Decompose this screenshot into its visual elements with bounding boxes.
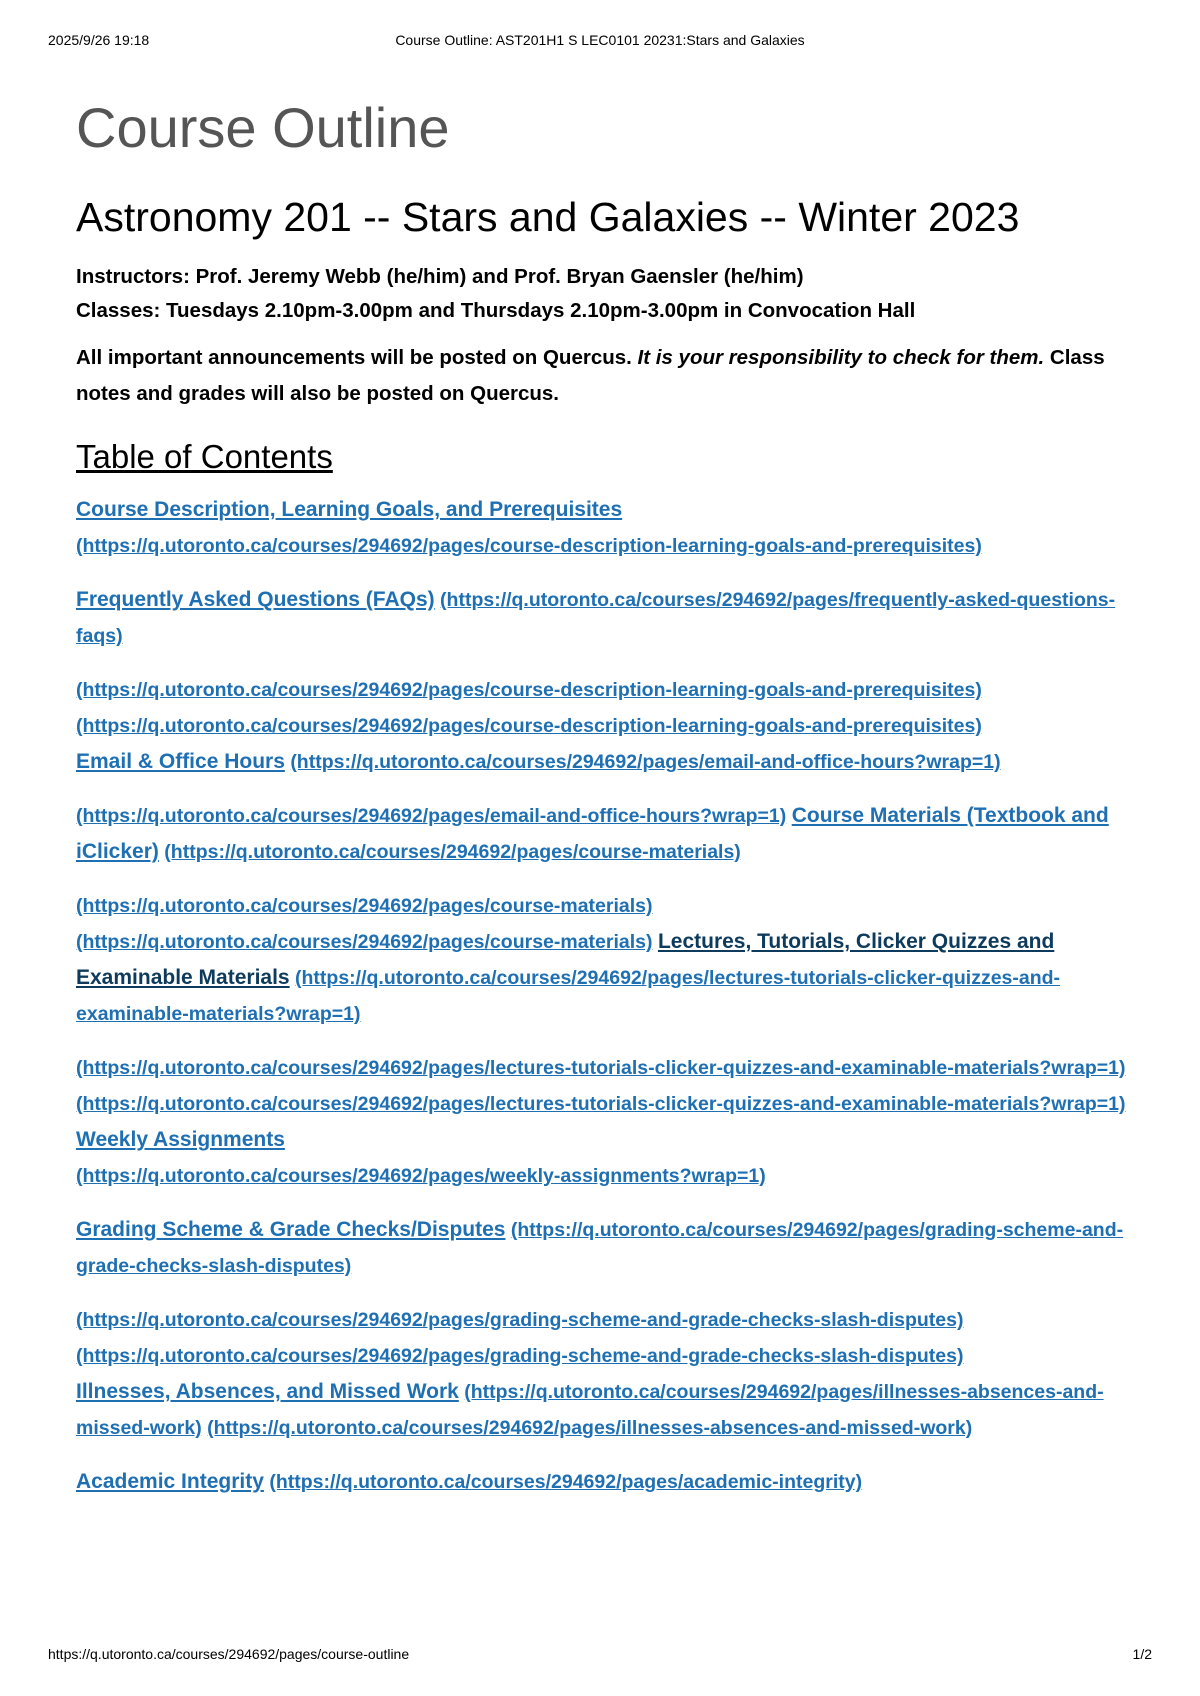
announcement-tail: Class notes and grades will also be posted on Quercus.: [76, 346, 1105, 405]
announcement-paragraph: [76, 340, 1136, 412]
toc-link-lectures-tutorials[interactable]: Lectures, Tutorials, Clicker Quizzes and Examinable Materials: [76, 930, 1055, 989]
toc-url-grading-scheme[interactable]: (https://q.utoronto.ca/courses/294692/pages/grading-scheme-and-grade-checks-slash-disputes): [76, 1219, 1124, 1277]
page-title: Course Outline: [76, 96, 450, 159]
toc-url-faqs[interactable]: (https://q.utoronto.ca/courses/294692/pages/frequently-asked-questions-faqs): [76, 589, 1116, 647]
print-footer: [48, 1646, 1152, 1666]
toc-link-grading-scheme[interactable]: Grading Scheme & Grade Checks/Disputes: [76, 1218, 506, 1241]
toc-entry-email-office-hours: [76, 672, 1136, 780]
toc-link-course-materials[interactable]: Course Materials (Textbook and iClicker): [76, 804, 1109, 863]
toc-url-grading-scheme-repeat[interactable]: (https://q.utoronto.ca/courses/294692/pages/grading-scheme-and-grade-checks-slash-disputes): [76, 1345, 964, 1367]
announcement-lead: All important announcements will be posted on Quercus.: [76, 346, 638, 369]
toc-url-lectures-tutorials-repeat[interactable]: (https://q.utoronto.ca/courses/294692/pages/lectures-tutorials-clicker-quizzes-and-examinable-materials?wrap=1): [76, 1093, 1126, 1115]
course-info: [76, 260, 1136, 328]
toc-url-illnesses-absences[interactable]: (https://q.utoronto.ca/courses/294692/pages/illnesses-absences-and-missed-work): [76, 1381, 1104, 1439]
toc-entry-faqs: [76, 582, 1136, 654]
toc-entry-illnesses-absences: [76, 1302, 1136, 1446]
toc-link-email-office-hours[interactable]: Email & Office Hours: [76, 750, 285, 773]
print-header: [48, 32, 1152, 52]
toc-url-email-office-hours-repeat[interactable]: (https://q.utoronto.ca/courses/294692/pages/email-and-office-hours?wrap=1): [76, 805, 787, 827]
toc-link-illnesses-absences[interactable]: Illnesses, Absences, and Missed Work: [76, 1380, 459, 1403]
toc-url-course-materials[interactable]: (https://q.utoronto.ca/courses/294692/pages/course-materials): [164, 841, 741, 863]
toc-entry-grading-scheme: [76, 1212, 1136, 1284]
toc-entry-academic-integrity: [76, 1464, 1136, 1500]
course-heading: Astronomy 201 -- Stars and Galaxies -- Winter 2023: [76, 194, 1020, 240]
table-of-contents: [76, 492, 1136, 1500]
toc-url-course-description-repeat[interactable]: (https://q.utoronto.ca/courses/294692/pages/course-description-learning-goals-and-prerequisites): [76, 679, 982, 701]
toc-url-lectures-tutorials-repeat[interactable]: (https://q.utoronto.ca/courses/294692/pages/lectures-tutorials-clicker-quizzes-and-examinable-materials?wrap=1): [76, 1057, 1126, 1079]
page-content: [76, 92, 1136, 1518]
toc-entry-course-description: [76, 492, 1136, 564]
print-document-title: Course Outline: AST201H1 S LEC0101 20231:Stars and Galaxies: [395, 32, 805, 48]
toc-url-academic-integrity[interactable]: (https://q.utoronto.ca/courses/294692/pages/academic-integrity): [269, 1471, 863, 1493]
announcement-emphasis: It is your responsibility to check for them.: [637, 346, 1045, 369]
toc-link-weekly-assignments[interactable]: Weekly Assignments: [76, 1128, 285, 1151]
print-page-url: https://q.utoronto.ca/courses/294692/pages/course-outline: [48, 1646, 410, 1662]
print-timestamp: 2025/9/26 19:18: [48, 32, 150, 48]
classes-line: Classes: Tuesdays 2.10pm-3.00pm and Thursdays 2.10pm-3.00pm in Convocation Hall: [76, 299, 916, 322]
toc-link-faqs[interactable]: Frequently Asked Questions (FAQs): [76, 588, 435, 611]
toc-url-lectures-tutorials[interactable]: (https://q.utoronto.ca/courses/294692/pages/lectures-tutorials-clicker-quizzes-and-examinable-materials?wrap=1): [76, 967, 1061, 1025]
toc-url-course-materials-repeat[interactable]: (https://q.utoronto.ca/courses/294692/pages/course-materials): [76, 895, 653, 917]
toc-entry-course-materials: [76, 798, 1136, 870]
toc-url-grading-scheme-repeat[interactable]: (https://q.utoronto.ca/courses/294692/pages/grading-scheme-and-grade-checks-slash-disputes): [76, 1309, 964, 1331]
print-page-number: 1/2: [1132, 1646, 1152, 1662]
toc-heading: Table of Contents: [76, 438, 333, 475]
toc-url-weekly-assignments[interactable]: (https://q.utoronto.ca/courses/294692/pages/weekly-assignments?wrap=1): [76, 1165, 766, 1187]
toc-entry-weekly-assignments: [76, 1050, 1136, 1194]
toc-url-course-description[interactable]: (https://q.utoronto.ca/courses/294692/pages/course-description-learning-goals-and-prerequisites): [76, 535, 982, 557]
toc-url-course-description-repeat[interactable]: (https://q.utoronto.ca/courses/294692/pages/course-description-learning-goals-and-prerequisites): [76, 715, 982, 737]
toc-entry-lectures-tutorials: [76, 888, 1136, 1032]
instructors-line: Instructors: Prof. Jeremy Webb (he/him) and Prof. Bryan Gaensler (he/him): [76, 265, 804, 288]
toc-url-email-office-hours[interactable]: (https://q.utoronto.ca/courses/294692/pages/email-and-office-hours?wrap=1): [290, 751, 1001, 773]
toc-link-academic-integrity[interactable]: Academic Integrity: [76, 1470, 264, 1493]
toc-link-course-description[interactable]: Course Description, Learning Goals, and Prerequisites: [76, 498, 623, 521]
toc-url-illnesses-absences-repeat[interactable]: (https://q.utoronto.ca/courses/294692/pages/illnesses-absences-and-missed-work): [207, 1417, 973, 1439]
toc-url-course-materials-repeat[interactable]: (https://q.utoronto.ca/courses/294692/pages/course-materials): [76, 931, 653, 953]
